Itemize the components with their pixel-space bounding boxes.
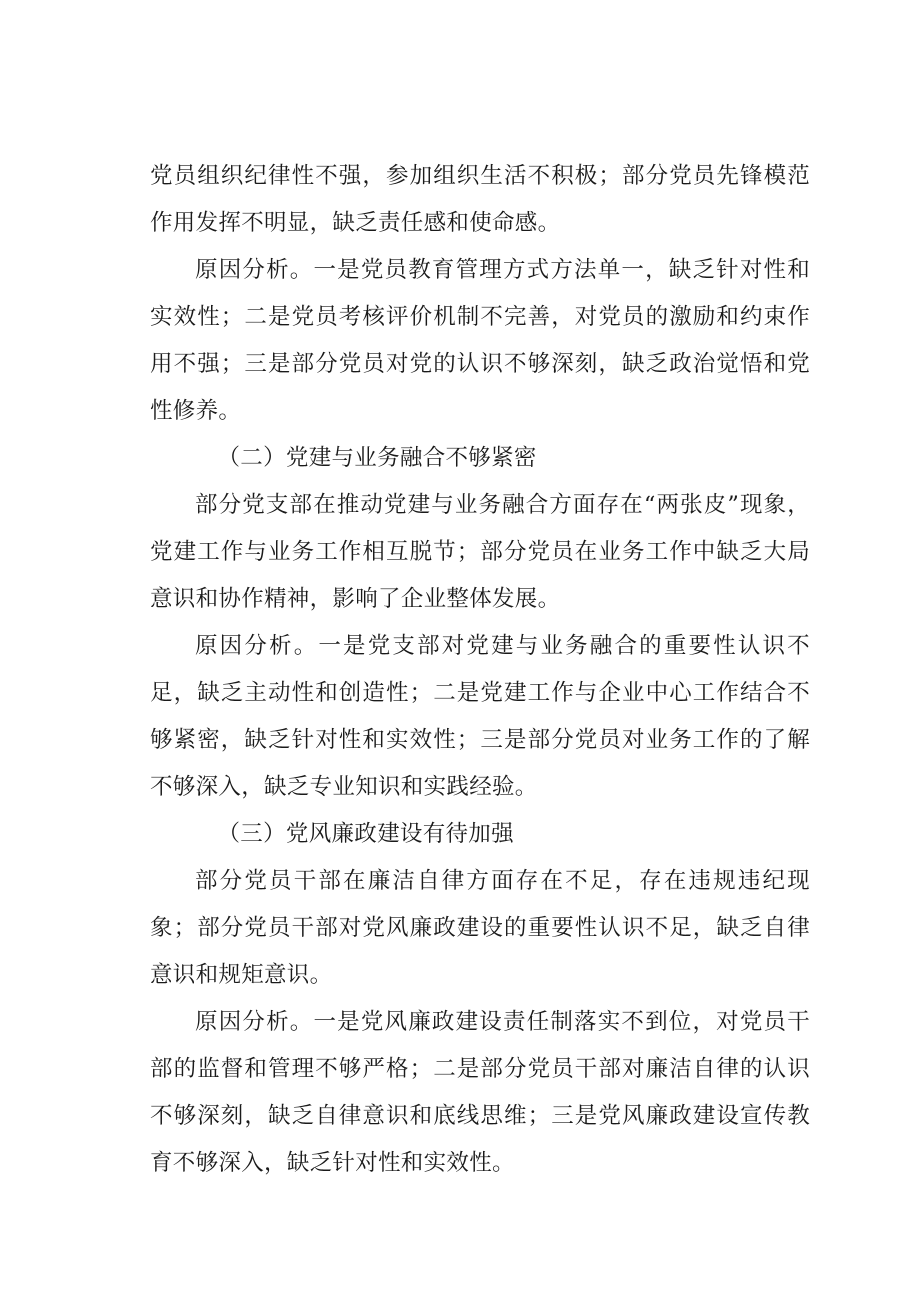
paragraph-cause-analysis-3: 原因分析。一是党风廉政建设责任制落实不到位，对党员干部的监督和管理不够严格；二是部分党员干部对廉洁自律的认识不够深刻，缺乏自律意识和底线思维；三是党风廉政建设宣传教育不够深入，缺乏针对性和实效性。: [150, 1009, 810, 1176]
paragraph-issue-2: 部分党支部在推动党建与业务融合方面存在“两张皮”现象，党建工作与业务工作相互脱节；部分党员在业务工作中缺乏大局意识和协作精神，影响了企业整体发展。: [150, 492, 810, 612]
paragraph-cause-analysis-1: 原因分析。一是党员教育管理方式方法单一，缺乏针对性和实效性；二是党员考核评价机制不完善，对党员的激励和约束作用不强；三是部分党员对党的认识不够深刻，缺乏政治觉悟和党性修养。: [150, 257, 810, 424]
paragraph-continuation: 党员组织纪律性不强，参加组织生活不积极；部分党员先锋模范作用发挥不明显，缺乏责任感和使命感。: [150, 163, 810, 236]
section-heading-3: （三）党风廉政建设有待加强: [217, 821, 514, 847]
section-heading-2: （二）党建与业务融合不够紧密: [217, 445, 537, 471]
document-body: [150, 153, 810, 1187]
paragraph-cause-analysis-2: 原因分析。一是党支部对党建与业务融合的重要性认识不足，缺乏主动性和创造性；二是党建工作与企业中心工作结合不够紧密，缺乏针对性和实效性；三是部分党员对业务工作的了解不够深入，缺乏专业知识和实践经验。: [150, 633, 810, 800]
paragraph-issue-3: 部分党员干部在廉洁自律方面存在不足，存在违规违纪现象；部分党员干部对党风廉政建设的重要性认识不足，缺乏自律意识和规矩意识。: [150, 868, 810, 988]
